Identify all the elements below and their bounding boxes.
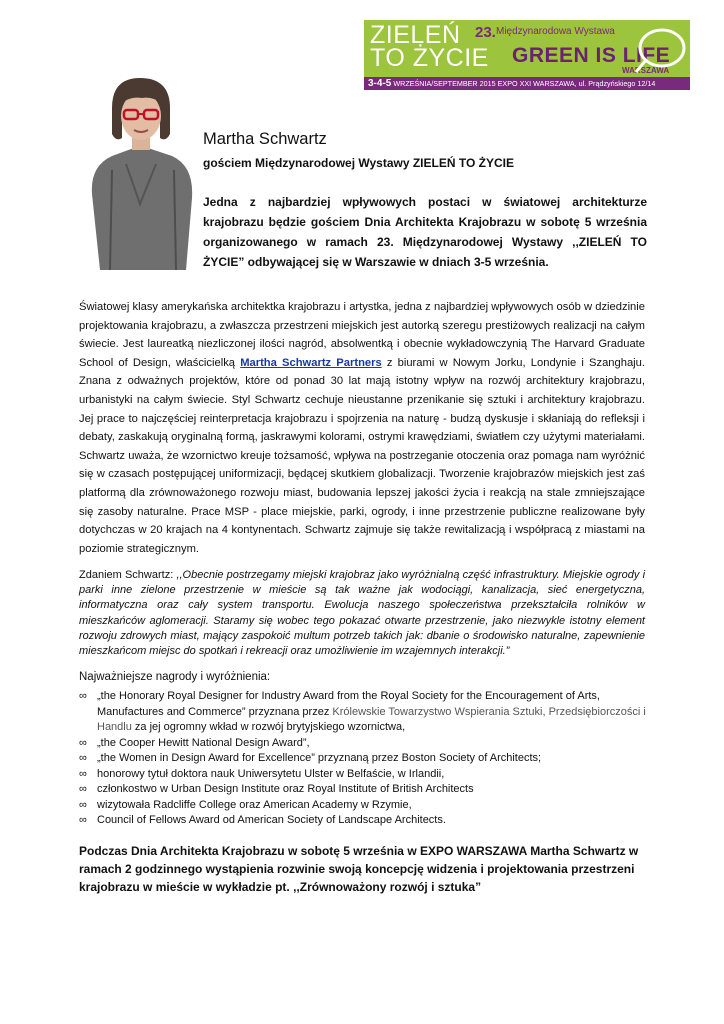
person-name-title: Martha Schwartz <box>203 130 327 148</box>
subtitle: gościem Międzynarodowej Wystawy ZIELEŃ TO ŻYCIE <box>203 156 514 170</box>
list-item <box>79 736 647 752</box>
body-text-part2: z biurami w Nowym Jorku, Londynie i Szanghaju. Znana z odważnych projektów, które od ponad 30 lat mają istotny wpływ na rozwój architektury krajobrazu, urbanistyki na całym świecie. Styl Schwartz cechuje nieustanne przenikanie się sztuki i architektury krajobrazu. Jej prace to najczęściej reinterpretacja krajobrazu i spojrzenia na naturę - budzą dyskusje i skłaniają do refleksji i debaty, zaskakują oryginalną formą, jaskrawymi kolorami, ostrymi krawędziami, światłem czy użytymi materiałami. Schwartz uważa, że wzornictwo kreuje tożsamość, wpływa na postrzeganie otoczenia oraz pomaga nam wyróżnić się w czasach postępującej uniformizacji, będącej skutkiem globalizacji. Tworzenie krajobrazów miejskich jest zaś platformą dla zrównoważonego rozwoju miast, budowania lepszej jakości życia i reakcją na stale zmniejszające się zasoby naturalne. Prace MSP - place miejskie, parki, ogrody, i inne przestrzenie publiczne realizowane były dotychczas w 20 krajach na 4 kontynentach. Schwartz zajmuje się także rewitalizacją i współpracą z miastami na poziomie strategicznym. <box>79 356 645 555</box>
award-text: wizytowała Radcliffe College oraz American Academy w Rzymie, <box>97 798 412 811</box>
lead-paragraph: Jedna z najbardziej wpływowych postaci w światowej architekturze krajobrazu będzie gościem Dnia Architekta Krajobrazu w sobotę 5 września organizowanego w ramach 23. Międzynarodowej Wystawy ,,ZIELEŃ TO ŻYCIE” odbywającej się w Warszawie w dniach 3-5 września. <box>203 195 647 269</box>
banner-dates: 3-4-5 <box>368 78 392 89</box>
banner-city: WARSZAWA <box>622 66 670 75</box>
list-item <box>79 767 647 783</box>
infinity-bullet-icon: ∞ <box>79 736 87 749</box>
banner-dates-rest: WRZEŚNIA/SEPTEMBER 2015 EXPO XXI WARSZAWA, ul. Prądzyńskiego 12/14 <box>393 79 656 88</box>
quote-text: ,,Obecnie postrzegamy miejski krajobraz jako wyróżnialną część infrastruktury. Miejskie ogrody i parki inne zielone przestrzenie w mieście są tak ważne jak wodociągi, kanalizacja, sieć energetyczna, informatyczna oraz cały system transportu. Ewolucja naszego społeczeństwa przekształciła rolników w mieszkańców aglomeracji. Staramy się wobec tego pokazać otwarte przestrzenie, jako niezwykle istotny element rozwoju zdrowych miast, mający zaspokoić multum potrzeb takich jak: dbanie o środowisko naturalne, zapewnienie mieszkańcom miejsc do spotkań i rekreacji oraz umożliwienie im wzajemnych interakcji.” <box>79 569 646 658</box>
award-text: członkostwo w Urban Design Institute oraz Royal Institute of British Architects <box>97 783 474 795</box>
awards-list <box>79 689 647 829</box>
banner-edition-number: 23. <box>475 24 496 41</box>
award-text: Council of Fellows Award od American Society of Landscape Architects. <box>97 814 446 826</box>
banner-line1: ZIELEŃ <box>370 21 461 49</box>
body-paragraph <box>79 298 645 558</box>
list-item <box>79 782 647 798</box>
event-banner-logo <box>364 20 690 90</box>
banner-event-name: Międzynarodowa Wystawa <box>496 26 615 37</box>
list-item <box>79 798 647 814</box>
list-item <box>79 689 647 736</box>
infinity-bullet-icon: ∞ <box>79 690 87 702</box>
banner-slogan: GREEN IS LIFE <box>512 44 671 67</box>
infinity-bullet-icon: ∞ <box>79 752 87 764</box>
infinity-bullet-icon: ∞ <box>79 783 87 795</box>
list-item <box>79 751 647 767</box>
infinity-bullet-icon: ∞ <box>79 814 87 826</box>
award-text: „the Women in Design Award for Excellence” przyznaną przez Boston Society of Architects; <box>97 752 542 764</box>
martha-schwartz-partners-link[interactable]: Martha Schwartz Partners <box>240 356 382 369</box>
award-text: „the Honorary Royal Designer for Industry Award from the Royal Society for the Encouragement of Arts, Manufactures and Commerce” przyznana przez <box>97 690 600 718</box>
infinity-bullet-icon: ∞ <box>79 798 87 811</box>
magnifier-loop-icon <box>632 26 688 76</box>
quote-paragraph <box>79 568 645 659</box>
awards-heading: Najważniejsze nagrody i wyróżnienia: <box>79 671 271 683</box>
quote-intro: Zdaniem Schwartz: <box>79 569 177 581</box>
award-text: honorowy tytuł doktora nauk Uniwersytetu Ulster w Belfaście, w Irlandii, <box>97 767 445 780</box>
award-text: „the Cooper Hewitt National Design Award”, <box>97 736 310 749</box>
banner-dates-bar <box>364 77 690 90</box>
list-item <box>79 813 647 829</box>
closing-paragraph: Podczas Dnia Architekta Krajobrazu w sobotę 5 września w EXPO WARSZAWA Martha Schwartz w ramach 2 godzinnego wystąpienia rozwinie swoją koncepcję widzenia i projektowania przestrzeni krajobrazu w mieście w wykładzie pt. ,,Zrównoważony rozwój i sztuka” <box>79 844 639 894</box>
award-text-gray: Królewskie Towarzystwo Wspierania Sztuki, Przedsiębiorczości i Handlu <box>97 705 646 733</box>
banner-line2: TO ŻYCIE <box>370 44 489 72</box>
body-text-part1: Światowej klasy amerykańska architektka krajobrazu i artystka, jedna z najbardziej wpływowych osób w dziedzinie projektowania krajobrazu, a zwłaszcza przestrzeni miejskich jest autorką szeregu prestiżowych realizacji na całym świecie. Jest laureatką niezliczonej ilości nagród, absolwentką i obecnie wykładowczynią The Harvard Graduate School of Design, właścicielką <box>79 301 645 369</box>
infinity-bullet-icon: ∞ <box>79 767 87 780</box>
award-text-end: za jej ogromny wkład w rozwój brytyjskiego wzornictwa, <box>131 721 406 733</box>
portrait-photo <box>82 74 200 270</box>
